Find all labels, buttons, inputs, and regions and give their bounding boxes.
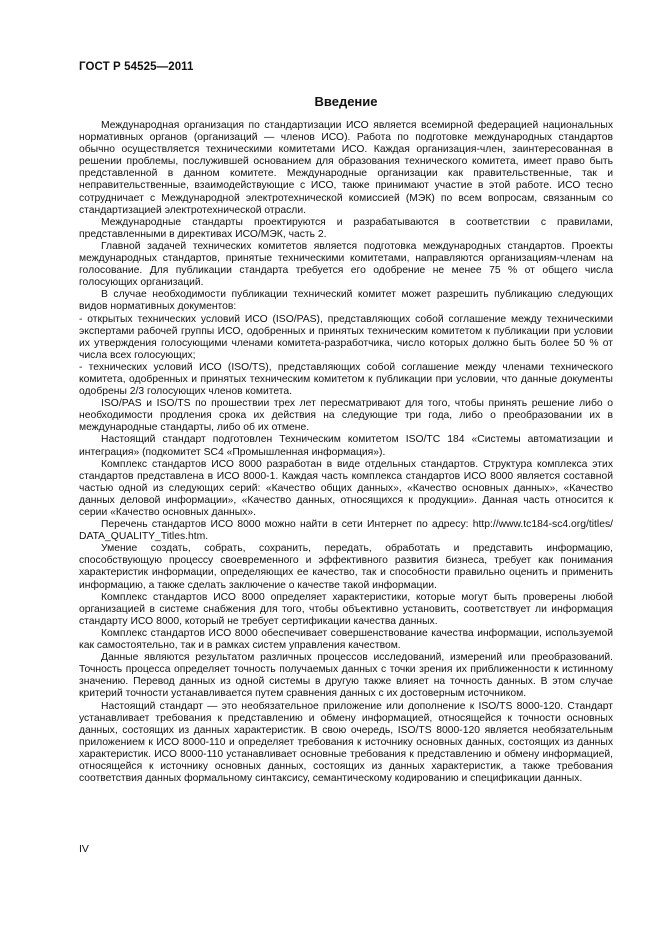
- paragraph: Настоящий стандарт подготовлен Техническим комитетом ISO/TC 184 «Системы автоматизации и интеграция» (подкомитет SC4 «Промышленная информация»).: [79, 434, 613, 458]
- paragraph: Международные стандарты проектируются и разрабатываются в соответствии с правилами, представленными в директивах ИСО/МЭК, часть 2.: [79, 216, 613, 240]
- paragraph: ISO/PAS и ISO/TS по прошествии трех лет пересматривают для того, чтобы принять решение либо о необходимости продления срока их действия на следующие три года, либо о преобразовании их в международные стандарты, либо об их отмене.: [79, 398, 613, 434]
- paragraph: Данные являются результатом различных процессов исследований, измерений или преобразований. Точность процесса определяет точность получаемых данных с точки зрения их приближенности к истинному значению. Перевод данных из одной системы в другую также влияет на точность данных. В этом случае критерий точности устанавливается путем сравнения данных с их достоверным источником.: [79, 652, 613, 700]
- paragraph: Умение создать, собрать, сохранить, передать, обработать и представить информацию, способствующую процессу своевременного и эффективного развития бизнеса, требует как понимания характеристик информации, определяющих ее качество, так и способности правильно оценить и применить информацию, а также сделать заключение о качестве такой информации.: [79, 543, 613, 591]
- list-item: - технических условий ИСО (ISO/TS), представляющих собой соглашение между членами технического комитета, одобренных и принятых техническим комитетом к публикации при условии, что данные документы одобрены 2/3 голосующих членов комитета.: [79, 361, 613, 398]
- list-item: - открытых технических условий ИСО (ISO/PAS), представляющих собой соглашение между техническими экспертами рабочей группы ИСО, одобренных и принятых техническим комитетом к публикации при условии их утверждения голосующими членами комитета-разработчика, число которых должно быть более 50 % от числа всех голосующих;: [79, 313, 613, 361]
- paragraph: Настоящий стандарт — это необязательное приложение или дополнение к ISO/TS 8000-120. Стандарт устанавливает требования к представлению и обмену информацией, относящейся к точности основных данных, состоящих из данных характеристик. В свою очередь, ISO/TS 8000-120 является необязательным приложением к ИСО 8000-110 и определяет требования к источнику основных данных, состоящих из данных характеристик. ИСО 8000-110 устанавливает основные требования к представлению и обмену информацией, относящейся к источнику основных данных, состоящих из данных характеристик, а также требования соответствия данных формальному синтаксису, семантическому кодированию и спецификации данных.: [79, 700, 613, 785]
- paragraph: Международная организация по стандартизации ИСО является всемирной федерацией национальных нормативных органов (организаций — членов ИСО). Работа по подготовке международных стандартов обычно осуществляется техническими комитетами ИСО. Каждая организация-член, заинтересованная в решении проблемы, послужившей основанием для образования технического комитета, имеет право быть представленной в данном комитете. Международные организации как правительственные, так и неправительственные, взаимодействующие с ИСО, также принимают участие в этой работе. ИСО тесно сотрудничает с Международной электротехнической комиссией (МЭК) по всем вопросам, связанным со стандартизацией электротехнической отрасли.: [79, 120, 613, 216]
- paragraph: Комплекс стандартов ИСО 8000 обеспечивает совершенствование качества информации, используемой как самостоятельно, так и в рамках систем управления качеством.: [79, 627, 613, 652]
- document-header: ГОСТ Р 54525—2011: [79, 61, 194, 73]
- paragraph: Комплекс стандартов ИСО 8000 разработан в виде отдельных стандартов. Структура комплекса этих стандартов представлена в ИСО 8000-1. Каждая часть комплекса стандартов ИСО 8000 является составной частью одной из следующих серий: «Качество общих данных», «Качество основных данных», «Качество данных деловой информации», «Качество данных, относящихся к продукции». Данная часть относится к серии «Качество основных данных».: [79, 458, 613, 518]
- body-text: [79, 120, 613, 785]
- paragraph: Главной задачей технических комитетов является подготовка международных стандартов. Проекты международных стандартов, принятые техническими комитетами, направляются организациям-членам на голосование. Для публикации стандарта требуется его одобрение не менее 75 % от общего числа голосующих организаций.: [79, 240, 613, 289]
- section-title: Введение: [314, 94, 378, 109]
- page-number: IV: [79, 843, 89, 855]
- paragraph: Перечень стандартов ИСО 8000 можно найти в сети Интернет по адресу: http://www.tc184-sc4.org/titles/ DATA_QUALITY_Titles.htm.: [79, 519, 613, 543]
- paragraph: Комплекс стандартов ИСО 8000 определяет характеристики, которые могут быть проверены любой организацией в системе снабжения для того, чтобы объективно установить, соответствует ли информация стандарту ИСО 8000, который не требует сертификации качества данных.: [79, 591, 613, 627]
- paragraph: В случае необходимости публикации технический комитет может разрешить публикацию следующих видов нормативных документов:: [79, 289, 613, 313]
